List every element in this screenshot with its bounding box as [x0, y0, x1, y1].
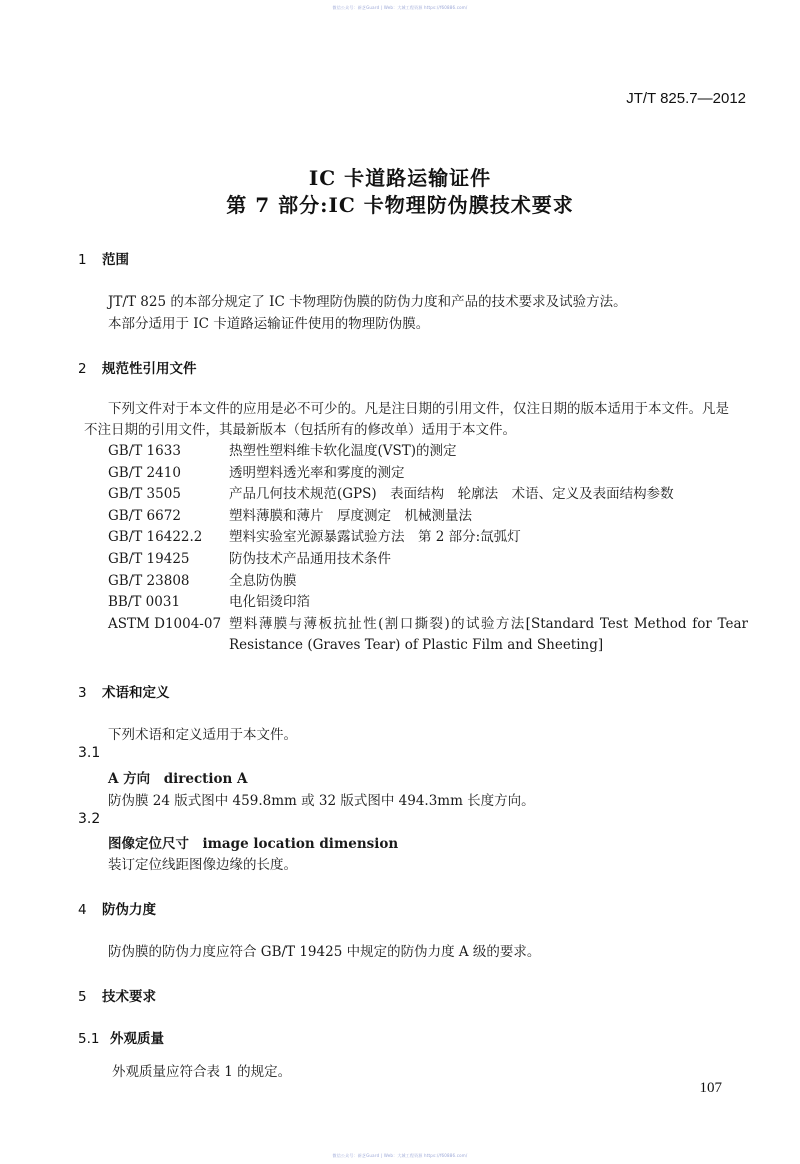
- section-5-heading: [78, 985, 156, 1005]
- section-1-paragraph: JT/T 825 的本部分规定了 IC 卡物理防伪膜的防伪力度和产品的技术要求及试验方法。: [108, 294, 627, 310]
- subsection-5-1-text: 外观质量应符合表 1 的规定。: [112, 1064, 292, 1080]
- reference-item: [108, 463, 748, 485]
- section-title: 防伪力度: [102, 902, 156, 918]
- section-title: 技术要求: [102, 989, 156, 1005]
- term-en: image location dimension: [202, 836, 399, 852]
- reference-item: [108, 506, 748, 528]
- reference-code: GB/T 19425: [108, 550, 190, 567]
- reference-code: GB/T 23808: [108, 572, 190, 589]
- reference-title: 塑料薄膜与薄板抗扯性(割口撕裂)的试验方法[Standard Test Method for Tear Resistance (Graves Tear) of Plastic Film and Sheeting]: [229, 615, 748, 654]
- section-number: 5: [78, 989, 87, 1005]
- reference-code: ASTM D1004-07: [108, 615, 222, 632]
- reference-item: [108, 484, 748, 506]
- section-number: 3: [78, 685, 87, 701]
- reference-title: 透明塑料透光率和雾度的测定: [229, 464, 405, 481]
- term-definition: 装订定位线距图像边缘的长度。: [108, 857, 297, 873]
- reference-code: GB/T 1633: [108, 443, 181, 459]
- reference-title: 防伪技术产品通用技术条件: [229, 550, 391, 567]
- reference-item: [108, 527, 748, 549]
- reference-code: GB/T 16422.2: [108, 529, 203, 546]
- section-3-intro: 下列术语和定义适用于本文件。: [108, 727, 297, 743]
- reference-title: 产品几何技术规范(GPS) 表面结构 轮廓法 术语、定义及表面结构参数: [229, 486, 674, 503]
- section-title: 术语和定义: [102, 685, 170, 701]
- reference-title: 热塑性塑料维卡软化温度(VST)的测定: [229, 443, 457, 459]
- watermark-bottom: 微信公众号：新芝Guard | Web：大城工程资源 https://f60886.com/: [332, 1153, 468, 1158]
- normative-references-list: [108, 441, 748, 657]
- section-title: 规范性引用文件: [102, 361, 197, 377]
- section-1-heading: [78, 248, 129, 268]
- reference-code: BB/T 0031: [108, 594, 181, 611]
- section-2-heading: [78, 357, 197, 377]
- reference-code: GB/T 6672: [108, 507, 181, 524]
- section-3-heading: [78, 681, 170, 701]
- term-cn: A 方向: [108, 771, 151, 787]
- document-title-line2: 第 7 部分:IC 卡物理防伪膜技术要求: [226, 193, 574, 217]
- reference-title: 电化铝烫印箔: [229, 594, 310, 611]
- section-number: 4: [78, 902, 87, 918]
- document-title-line1: IC 卡道路运输证件: [308, 166, 492, 190]
- term-number: 3.2: [78, 811, 101, 827]
- reference-code: GB/T 2410: [108, 464, 181, 481]
- reference-item: [108, 592, 748, 614]
- section-2-intro: 下列文件对于本文件的应用是必不可少的。凡是注日期的引用文件，仅注日期的版本适用于本文件。凡是不注日期的引用文件，其最新版本（包括所有的修改单）适用于本文件。: [84, 401, 729, 438]
- reference-code: GB/T 3505: [108, 486, 181, 503]
- subsection-number: 5.1: [78, 1031, 100, 1047]
- term-en: direction A: [163, 771, 248, 787]
- standard-code: JT/T 825.7—2012: [626, 90, 746, 107]
- watermark-top: 微信公众号：新芝Guard | Web：大城工程资源 https://f60886.com/: [332, 5, 468, 10]
- section-number: 2: [78, 361, 87, 377]
- reference-item: [108, 614, 748, 657]
- reference-title: 全息防伪膜: [229, 572, 297, 589]
- reference-item: [108, 441, 748, 463]
- section-title: 范围: [102, 252, 129, 268]
- section-1-paragraph: 本部分适用于 IC 卡道路运输证件使用的物理防伪膜。: [108, 316, 430, 332]
- term-heading: [108, 832, 398, 852]
- subsection-5-1-heading: [78, 1027, 164, 1047]
- term-number: 3.1: [78, 745, 101, 761]
- reference-item: [108, 571, 748, 593]
- reference-title: 塑料实验室光源暴露试验方法 第 2 部分:氙弧灯: [229, 529, 521, 546]
- section-4-heading: [78, 898, 156, 918]
- term-heading: [108, 767, 248, 787]
- term-definition: 防伪膜 24 版式图中 459.8mm 或 32 版式图中 494.3mm 长度方向。: [108, 793, 535, 809]
- section-number: 1: [78, 252, 87, 268]
- reference-title: 塑料薄膜和薄片 厚度测定 机械测量法: [229, 507, 472, 524]
- subsection-title: 外观质量: [110, 1031, 164, 1047]
- section-4-text: 防伪膜的防伪力度应符合 GB/T 19425 中规定的防伪力度 A 级的要求。: [108, 944, 541, 960]
- page-number: 107: [699, 1080, 722, 1096]
- reference-item: [108, 549, 748, 571]
- term-cn: 图像定位尺寸: [108, 836, 189, 852]
